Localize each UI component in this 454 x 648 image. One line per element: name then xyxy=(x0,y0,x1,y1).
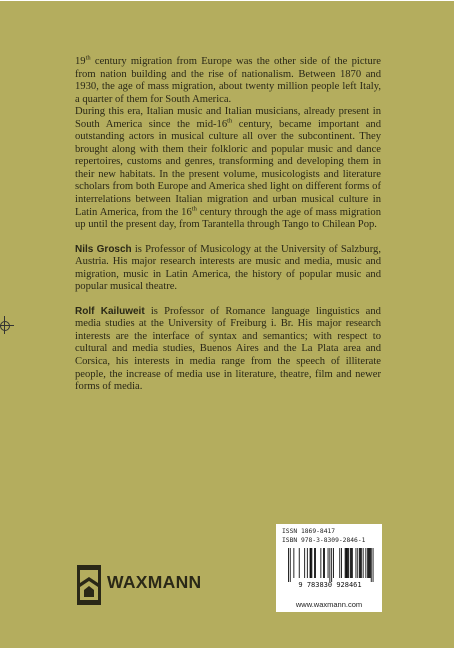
barcode-bar xyxy=(324,548,325,578)
barcode-bar xyxy=(307,548,308,578)
barcode-bar xyxy=(347,548,348,578)
barcode-bar xyxy=(369,548,370,578)
barcode-bar xyxy=(304,548,305,578)
barcode-bar xyxy=(290,548,291,582)
issn-text: ISSN 1869-8417 xyxy=(282,528,336,535)
barcode-bar xyxy=(356,548,357,578)
barcode-bar xyxy=(346,548,347,578)
barcode-bar xyxy=(357,548,358,578)
barcode-bar xyxy=(347,548,348,578)
publisher-logo xyxy=(77,565,217,605)
barcode-bar xyxy=(288,548,289,582)
barcode-bar xyxy=(367,548,368,578)
barcode-bar xyxy=(311,548,312,578)
barcode-bar xyxy=(311,548,312,578)
barcode xyxy=(282,548,378,588)
barcode-bar xyxy=(328,548,329,578)
paragraph-3: Nils Grosch is Professor of Musicology at the University of Salzburg, Austria. His major research interests are music and media, music and migration, music in Latin America, the history of popular music and popular musical theatre. xyxy=(75,243,381,293)
barcode-bar xyxy=(310,548,311,578)
barcode-bar xyxy=(365,548,366,578)
barcode-bar xyxy=(323,548,324,578)
barcode-bar xyxy=(314,548,315,578)
barcode-bar xyxy=(373,548,374,582)
barcode-bar xyxy=(359,548,360,578)
paragraph-1: 19th century migration from Europe was the other side of the picture from nation building and the rise of nationalism. Between 1870 and 1930, the age of mass migration, about twenty million people left Italy, a quarter of them for South America. xyxy=(75,54,381,105)
isbn-text: ISBN 978-3-8309-2846-1 xyxy=(282,537,366,544)
barcode-bar xyxy=(348,548,349,578)
barcode-bar xyxy=(351,548,352,578)
barcode-bar xyxy=(352,548,353,578)
barcode-bar xyxy=(371,548,372,582)
barcode-bar xyxy=(360,548,361,578)
barcode-bar xyxy=(339,548,340,578)
barcode-bar xyxy=(370,548,371,578)
barcode-bar xyxy=(331,548,332,582)
trim-line-top xyxy=(0,0,454,1)
barcode-bar xyxy=(350,548,351,578)
barcode-bar xyxy=(329,548,330,582)
paragraph-2: During this era, Italian music and Italian musicians, already present in South America since the mid-16th century, became important and outstanding actors in musical culture all over the subcontinent. They brought along with them their folkloric and popular music and dance repertoires, customs and genres, transforming and developing them in their new habitats. In the present volume, musicologists and literature scholars from both Europe and America shed light on different forms of interrelations between Italian migration and urban musical culture in Latin America, from the 16th century through the age of mass migration up until the present day, from Tarantella through Tango to Chilean Pop. xyxy=(75,106,382,231)
barcode-bar xyxy=(345,548,346,578)
blurb-text xyxy=(75,56,381,394)
publisher-name: WAXMANN xyxy=(107,572,202,592)
waxmann-logo-icon xyxy=(77,565,101,605)
paragraph-4: Rolf Kailuweit is Professor of Romance language linguistics and media studies at the University of Freiburg i. Br. His major research interests are the interface of syntax and semantics; with respect to cultural and media studies, Buenos Aires and the La Plata area and Corsica, his interests in media range from the speech of illiterate people, the increase of media use in literature, theatre, film and newer forms of media. xyxy=(75,305,381,393)
registration-mark-icon xyxy=(0,321,10,331)
barcode-bar xyxy=(320,548,321,578)
publisher-url: www.waxmann.com xyxy=(276,598,382,612)
barcode-bar xyxy=(333,548,334,578)
barcode-bar xyxy=(361,548,362,578)
author-name: Rolf Kailuweit xyxy=(75,305,145,317)
barcode-bar xyxy=(341,548,342,578)
barcode-digits: 9 783830 928461 xyxy=(298,581,362,588)
barcode-bar xyxy=(363,548,364,578)
author-name: Nils Grosch xyxy=(75,243,132,255)
barcode-bar xyxy=(315,548,316,578)
barcode-bar xyxy=(299,548,300,578)
barcode-bar xyxy=(368,548,369,578)
barcode-bar xyxy=(293,548,294,578)
